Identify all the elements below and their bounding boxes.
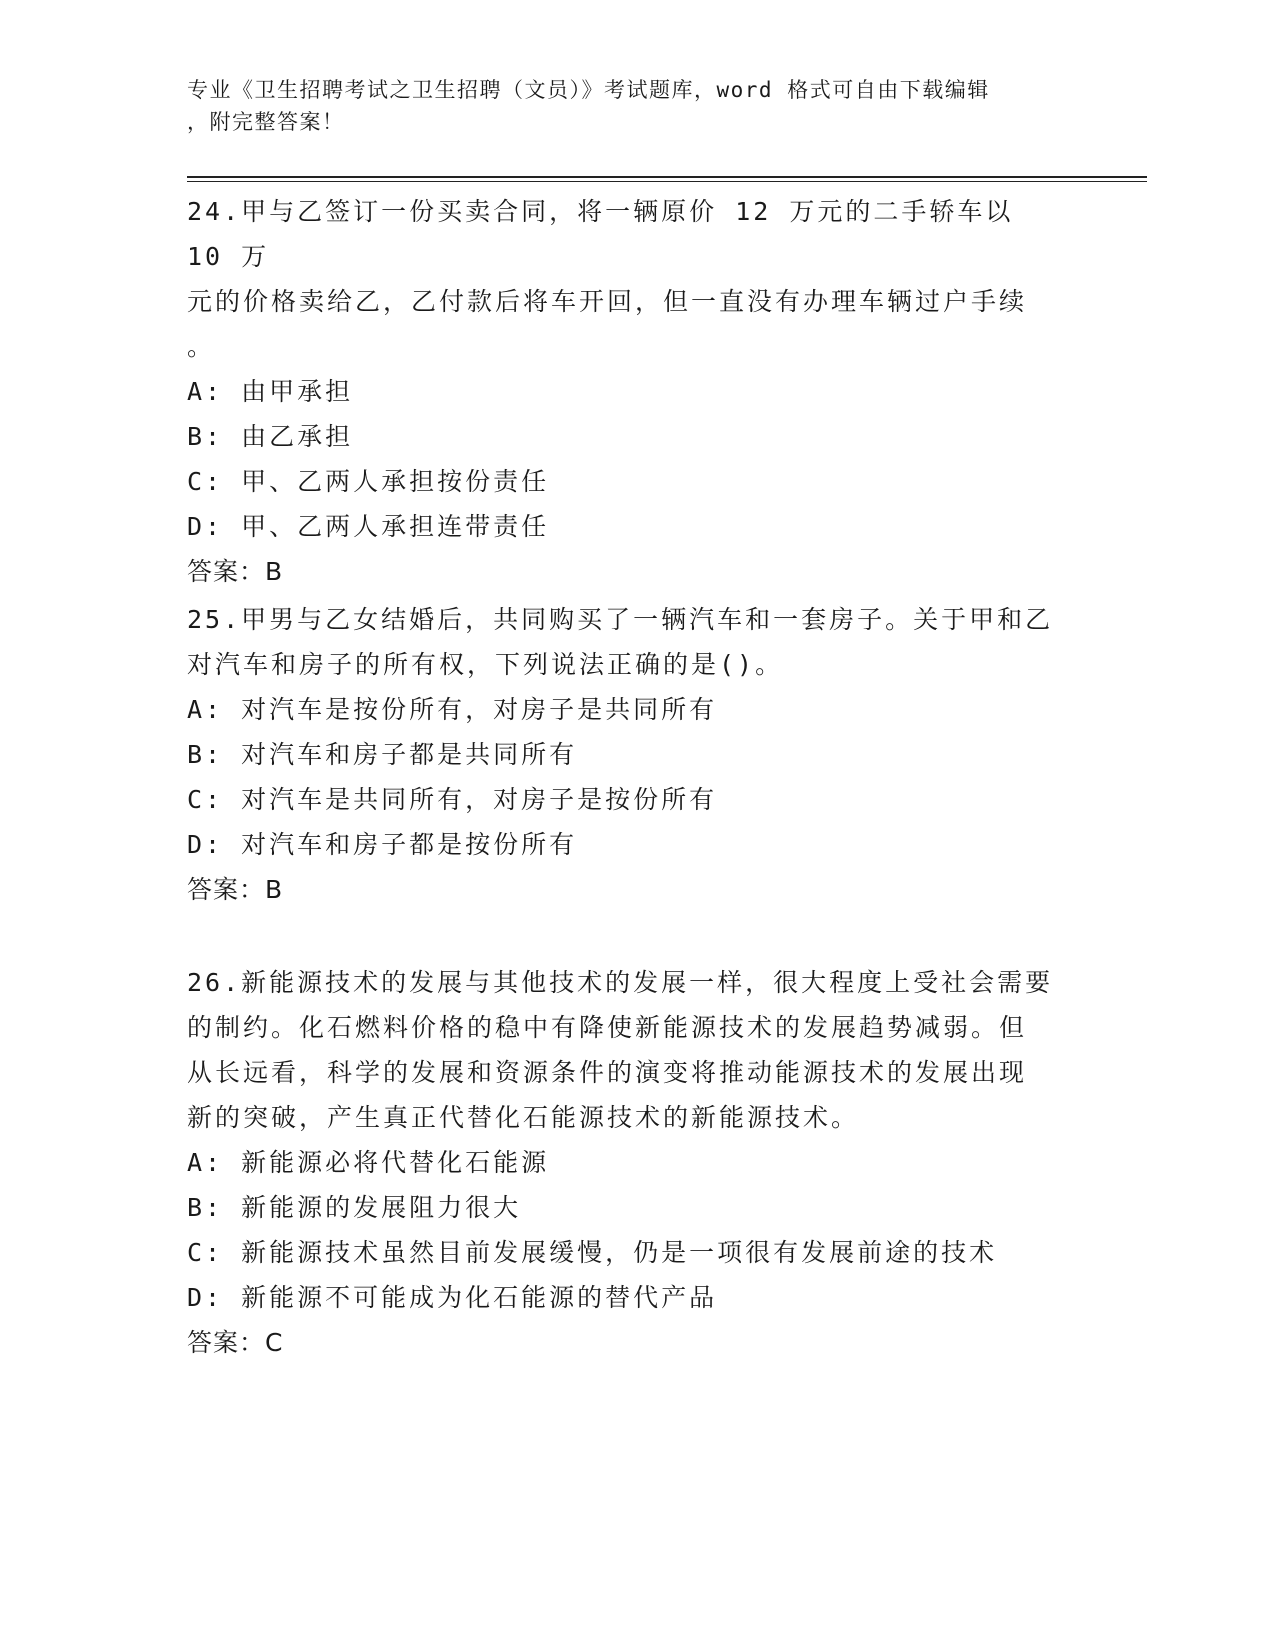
option-b: B: 对汽车和房子都是共同所有 [187, 740, 578, 769]
answer-line: 答案：B [187, 557, 284, 586]
answer-line: 答案：C [187, 1328, 284, 1357]
question-stem-line: 元的价格卖给乙，乙付款后将车开回，但一直没有办理车辆过户手续 [187, 287, 1028, 316]
question-24 [187, 189, 1067, 595]
question-stem-line: 对汽车和房子的所有权，下列说法正确的是()。 [187, 650, 784, 679]
header-divider-thin [187, 181, 1147, 182]
option-b: B: 新能源的发展阻力很大 [187, 1193, 522, 1222]
question-stem-line: 的制约。化石燃料价格的稳中有降使新能源技术的发展趋势减弱。但 [187, 1013, 1028, 1042]
option-c: C: 新能源技术虽然目前发展缓慢，仍是一项很有发展前途的技术 [187, 1238, 998, 1267]
option-a: A: 新能源必将代替化石能源 [187, 1148, 550, 1177]
question-stem-line: 新的突破，产生真正代替化石能源技术的新能源技术。 [187, 1103, 860, 1132]
document-header [187, 74, 1067, 138]
question-stem-line: 25.甲男与乙女结婚后，共同购买了一辆汽车和一套房子。关于甲和乙 [187, 605, 1054, 634]
option-c: C: 甲、乙两人承担按份责任 [187, 467, 550, 496]
option-a: A: 对汽车是按份所有，对房子是共同所有 [187, 695, 718, 724]
option-b: B: 由乙承担 [187, 422, 354, 451]
question-stem-line: 。 [187, 332, 216, 361]
option-a: A: 由甲承担 [187, 377, 354, 406]
option-d: D: 新能源不可能成为化石能源的替代产品 [187, 1283, 718, 1312]
option-d: D: 对汽车和房子都是按份所有 [187, 830, 578, 859]
question-stem-line: 从长远看，科学的发展和资源条件的演变将推动能源技术的发展出现 [187, 1058, 1028, 1087]
question-stem-line: 24.甲与乙签订一份买卖合同，将一辆原价 12 万元的二手轿车以 10 万 [187, 197, 1014, 271]
question-stem-line: 26.新能源技术的发展与其他技术的发展一样，很大程度上受社会需要 [187, 968, 1054, 997]
header-line-2: ，附完整答案！ [187, 110, 345, 134]
option-c: C: 对汽车是共同所有，对房子是按份所有 [187, 785, 718, 814]
header-line-1: 专业《卫生招聘考试之卫生招聘（文员）》考试题库，word 格式可自由下载编辑 [187, 78, 990, 102]
answer-line: 答案：B [187, 875, 284, 904]
option-d: D: 甲、乙两人承担连带责任 [187, 512, 550, 541]
header-divider-thick [187, 176, 1147, 178]
question-26 [187, 960, 1067, 1366]
question-25 [187, 597, 1067, 913]
